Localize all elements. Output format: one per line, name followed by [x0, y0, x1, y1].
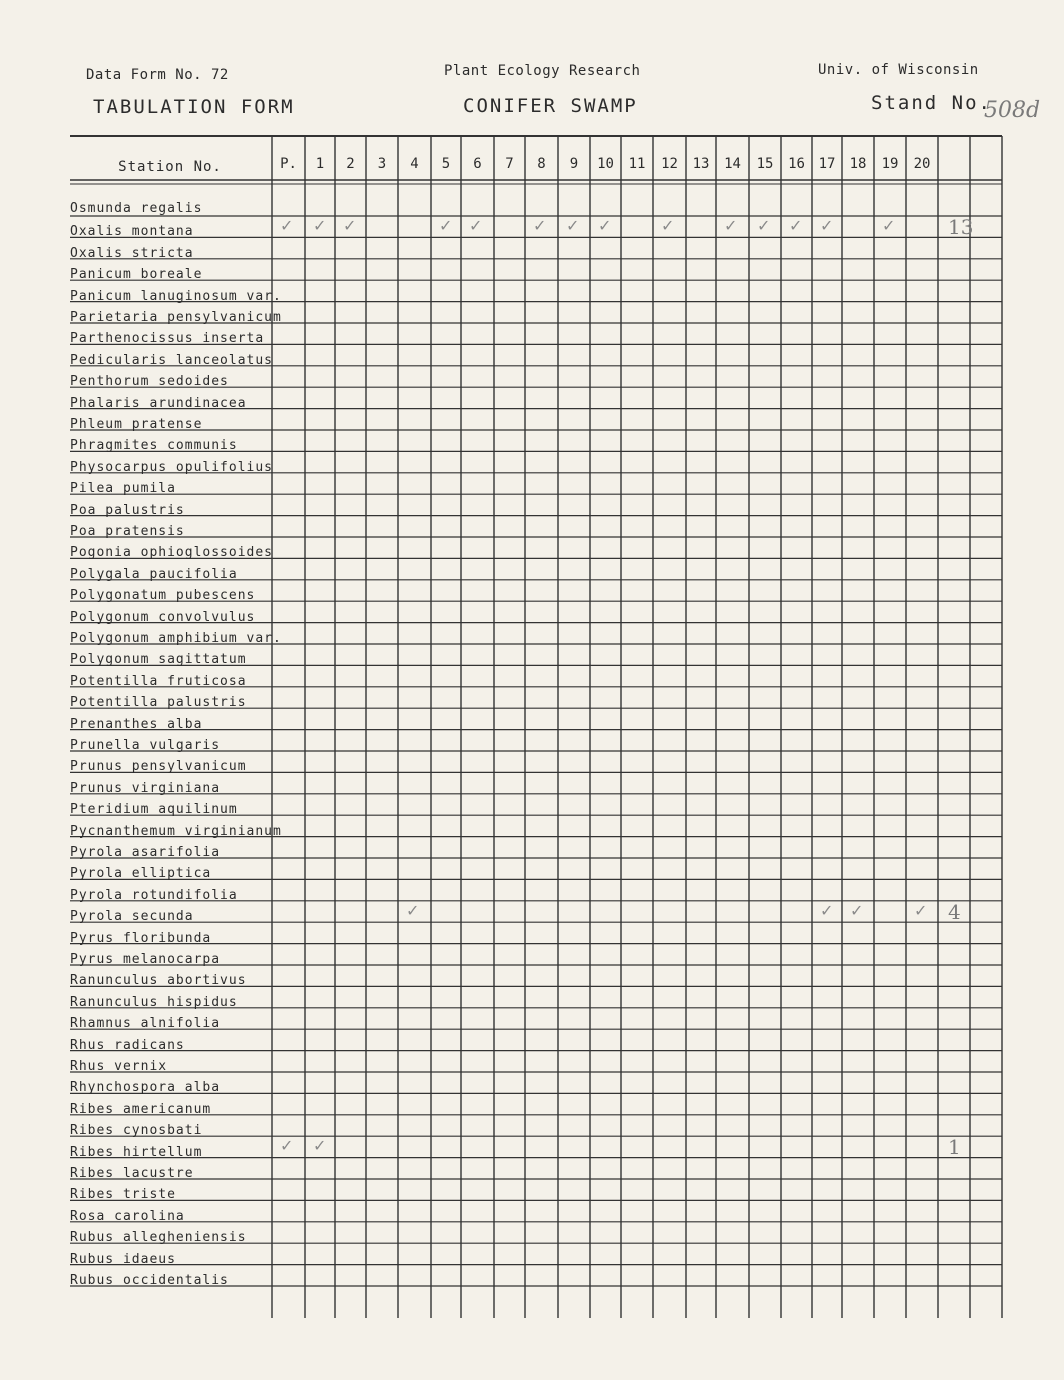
column-number: 1 — [315, 156, 325, 172]
row-total: 13 — [948, 215, 974, 239]
species-name: Poa palustris — [70, 502, 185, 518]
species-name: Panicum lanuginosum var. — [70, 288, 282, 304]
species-name: Ranunculus abortivus — [70, 973, 247, 989]
species-name: Oxalis stricta — [70, 245, 194, 261]
column-number: 10 — [597, 156, 614, 172]
column-number: 15 — [756, 156, 774, 172]
species-name: Pyrus floribunda — [70, 930, 212, 946]
row-total: 1 — [948, 1135, 961, 1160]
check-mark: ✓ — [566, 216, 580, 235]
species-name: Ribes triste — [70, 1187, 176, 1203]
community-title: CONIFER SWAMP — [463, 95, 638, 117]
column-number: 4 — [410, 156, 419, 172]
species-name: Pyrola asarifolia — [70, 845, 221, 860]
form-title: TABULATION FORM — [93, 96, 295, 118]
species-name: Poa pratensis — [70, 524, 185, 539]
check-mark: ✓ — [598, 216, 612, 235]
station-number-label: Station No. — [118, 159, 222, 175]
species-name: Polygonum convolvulus — [70, 609, 256, 625]
species-name: Ribes lacustre — [70, 1166, 194, 1181]
check-mark: ✓ — [661, 216, 675, 235]
column-number: 16 — [788, 156, 805, 172]
stand-number: 508d — [984, 98, 1041, 123]
column-number: 12 — [661, 156, 678, 172]
column-number: 6 — [473, 156, 482, 172]
species-name: Pteridium aquilinum — [70, 802, 238, 818]
species-name: Phalaris arundinacea — [70, 395, 247, 411]
check-mark: ✓ — [406, 900, 420, 920]
species-name: Pyrola rotundifolia — [70, 887, 238, 903]
species-name: Parietaria pensylvanicum — [70, 310, 282, 325]
column-number: 17 — [818, 156, 836, 172]
species-name: Potentilla fruticosa — [70, 673, 247, 689]
check-mark: ✓ — [757, 216, 771, 235]
species-name: Phleum pratense — [70, 417, 203, 432]
species-name: Parthenocissus inserta — [70, 331, 265, 347]
species-name: Ribes cynosbati — [70, 1123, 203, 1139]
species-name: Rhamnus alnifolia — [70, 1016, 221, 1032]
column-number: 11 — [628, 156, 646, 172]
organization: Plant Ecology Research — [444, 63, 641, 79]
species-name: Pedicularis lanceolatus — [70, 352, 274, 368]
column-number: 18 — [849, 156, 867, 172]
species-name: Panicum boreale — [70, 267, 203, 283]
species-name: Pyrola secunda — [70, 909, 194, 925]
species-name: Pilea pumila — [70, 481, 176, 497]
check-mark: ✓ — [533, 216, 547, 235]
check-mark: ✓ — [313, 1136, 327, 1156]
species-name: Penthorum sedoides — [70, 374, 229, 390]
species-name: Pyrus melanocarpa — [70, 952, 221, 967]
column-number: P. — [280, 156, 297, 172]
species-name: Physocarpus opulifolius — [70, 459, 274, 475]
column-number: 7 — [505, 156, 514, 172]
species-name: Pyrola elliptica — [70, 866, 212, 882]
column-number: 2 — [346, 156, 355, 172]
species-name: Rubus occidentalis — [70, 1273, 229, 1288]
species-name: Rhus vernix — [70, 1059, 168, 1074]
check-mark: ✓ — [820, 216, 834, 235]
species-name: Rhynchospora alba — [70, 1080, 221, 1096]
university: Univ. of Wisconsin — [818, 62, 979, 78]
column-number: 3 — [377, 156, 387, 172]
check-mark: ✓ — [820, 900, 834, 920]
row-total: 4 — [948, 899, 961, 924]
check-mark: ✓ — [280, 1136, 294, 1156]
check-mark: ✓ — [724, 216, 738, 235]
species-name: Potentilla palustris — [70, 695, 247, 711]
check-mark: ✓ — [439, 216, 453, 235]
species-name: Polygonatum pubescens — [70, 588, 256, 604]
check-mark: ✓ — [469, 216, 483, 235]
check-mark: ✓ — [914, 900, 928, 920]
species-name: Osmunda regalis — [70, 201, 203, 216]
species-name: Polygonum sagittatum — [70, 652, 247, 668]
species-name: Prunus virginiana — [70, 780, 221, 796]
column-number: 9 — [569, 156, 579, 172]
column-number: 5 — [441, 156, 451, 172]
stand-label: Stand No. — [871, 92, 992, 114]
species-name: Prenanthes alba — [70, 716, 203, 732]
check-mark: ✓ — [343, 216, 357, 235]
check-mark: ✓ — [280, 216, 294, 235]
species-name: Ribes americanum — [70, 1101, 212, 1117]
species-name: Rubus idaeus — [70, 1251, 176, 1267]
column-number: 19 — [881, 156, 899, 172]
species-name: Prunella vulgaris — [70, 738, 221, 753]
check-mark: ✓ — [313, 216, 327, 235]
column-number: 13 — [692, 156, 710, 172]
species-name: Oxalis montana — [70, 224, 194, 240]
species-name: Rosa carolina — [70, 1208, 185, 1224]
species-name: Pogonia ophioglossoides — [70, 545, 274, 561]
species-name: Rhus radicans — [70, 1037, 185, 1053]
species-name: Ranunculus hispidus — [70, 994, 238, 1010]
species-name: Phragmites communis — [70, 438, 238, 454]
species-name: Pycnanthemum virginianum — [70, 823, 282, 839]
species-name: Prunus pensylvanicum — [70, 759, 247, 775]
species-name: Polygonum amphibium var. — [70, 631, 282, 646]
check-mark: ✓ — [850, 900, 864, 920]
check-mark: ✓ — [882, 216, 896, 235]
species-name: Rubus allegheniensis — [70, 1230, 247, 1246]
species-name: Ribes hirtellum — [70, 1144, 203, 1160]
column-number: 8 — [537, 156, 546, 172]
species-name: Polygala paucifolia — [70, 566, 238, 582]
column-number: 20 — [913, 156, 931, 172]
column-number: 14 — [724, 156, 741, 172]
form-number: Data Form No. 72 — [86, 67, 229, 83]
check-mark: ✓ — [789, 216, 803, 235]
